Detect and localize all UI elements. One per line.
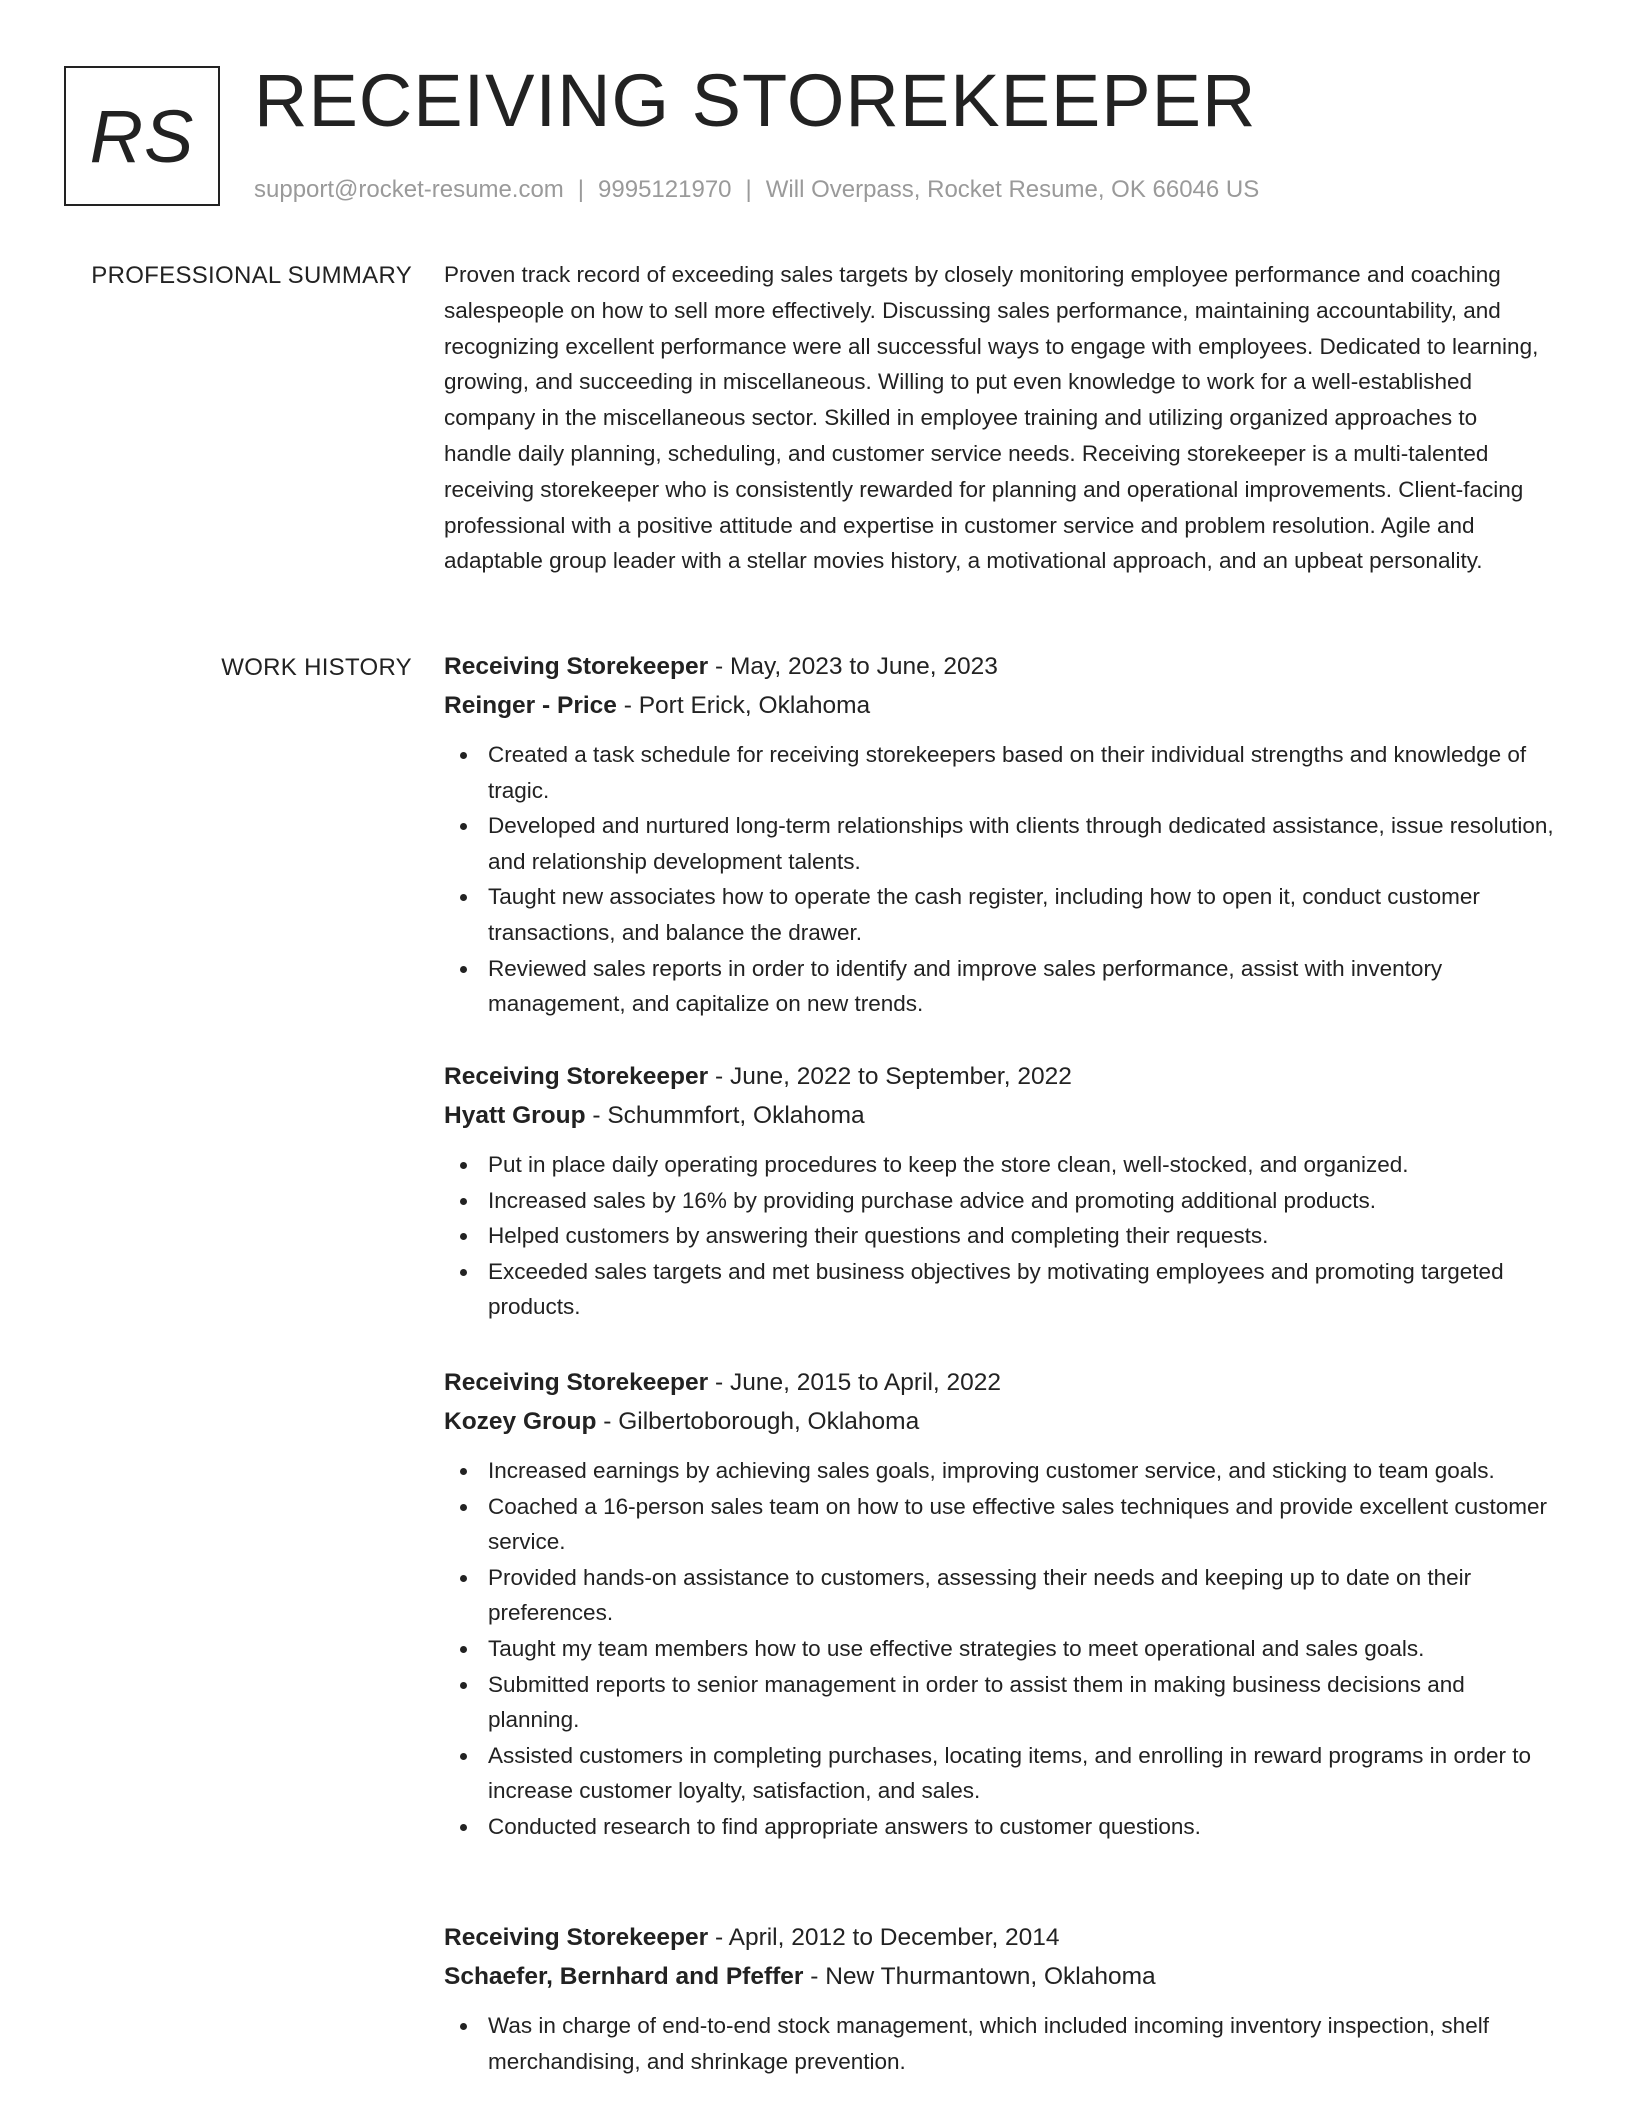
job-company: Schaefer, Bernhard and Pfeffer	[444, 1963, 804, 1990]
section-label-work-history: WORK HISTORY	[221, 654, 412, 681]
contact-phone[interactable]: 9995121970	[598, 176, 732, 203]
job-entry	[444, 1057, 1554, 1325]
job-company: Kozey Group	[444, 1408, 597, 1435]
job-bullet: Created a task schedule for receiving storekeepers based on their individual strengths and knowledge of tragic.	[444, 737, 1554, 808]
job-bullet: Reviewed sales reports in order to identify and improve sales performance, assist with inventory management, and capitalize on new trends.	[444, 951, 1554, 1022]
job-title: Receiving Storekeeper	[444, 1924, 709, 1951]
contact-email[interactable]: support@rocket-resume.com	[254, 176, 564, 203]
job-bullet: Increased sales by 16% by providing purchase advice and promoting additional products.	[444, 1183, 1554, 1219]
job-title-line	[444, 1363, 1554, 1402]
contact-separator: |	[745, 176, 752, 203]
job-bullet: Submitted reports to senior management in order to assist them in making business decisions and planning.	[444, 1667, 1554, 1738]
job-bullet: Helped customers by answering their questions and completing their requests.	[444, 1218, 1554, 1254]
job-bullet: Exceeded sales targets and met business objectives by motivating employees and promoting targeted products.	[444, 1254, 1554, 1325]
job-bullets	[444, 2008, 1554, 2079]
job-title-line	[444, 1918, 1554, 1957]
job-entry	[444, 1918, 1554, 2079]
job-company-line	[444, 686, 1554, 725]
job-bullet: Was in charge of end-to-end stock management, which included incoming inventory inspection, shelf merchandising, and shrinkage prevention.	[444, 2008, 1554, 2079]
job-bullet: Put in place daily operating procedures to keep the store clean, well-stocked, and organized.	[444, 1147, 1554, 1183]
job-location: - New Thurmantown, Oklahoma	[803, 1963, 1156, 1990]
monogram-initials: RS	[89, 94, 195, 178]
job-bullet: Assisted customers in completing purchases, locating items, and enrolling in reward programs in order to increase customer loyalty, satisfaction, and sales.	[444, 1738, 1554, 1809]
job-location: - Schummfort, Oklahoma	[585, 1102, 865, 1129]
job-title-line	[444, 1057, 1554, 1096]
candidate-name: RECEIVING STOREKEEPER	[254, 59, 1257, 142]
job-company: Hyatt Group	[444, 1102, 586, 1129]
job-title: Receiving Storekeeper	[444, 1063, 709, 1090]
contact-address: Will Overpass, Rocket Resume, OK 66046 US	[765, 176, 1260, 203]
job-company: Reinger - Price	[444, 692, 617, 719]
job-dates: - April, 2012 to December, 2014	[708, 1924, 1060, 1951]
job-dates: - May, 2023 to June, 2023	[708, 653, 998, 680]
summary-text: Proven track record of exceeding sales targets by closely monitoring employee performance and coaching salespeople on how to sell more effectively. Discussing sales performance, maintaining accountability, and recognizing excellent performance were all successful ways to engage with employees. Dedicated to learning, growing, and succeeding in miscellaneous. Willing to put even knowledge to work for a well-established company in the miscellaneous sector. Skilled in employee training and utilizing organized approaches to handle daily planning, scheduling, and customer service needs. Receiving storekeeper is a multi-talented receiving storekeeper who is consistently rewarded for planning and operational improvements. Client-facing professional with a positive attitude and expertise in customer service and problem resolution. Agile and adaptable group leader with a stellar movies history, a motivational approach, and an upbeat personality.	[444, 262, 1539, 574]
job-bullet: Taught new associates how to operate the cash register, including how to open it, conduct customer transactions, and balance the drawer.	[444, 879, 1554, 950]
monogram-badge	[64, 66, 220, 206]
contact-line	[254, 172, 1259, 208]
job-bullets	[444, 1453, 1554, 1845]
job-bullet: Provided hands-on assistance to customers, assessing their needs and keeping up to date on their preferences.	[444, 1560, 1554, 1631]
job-location: - Gilbertoborough, Oklahoma	[596, 1408, 920, 1435]
job-entry	[444, 1363, 1554, 1845]
job-dates: - June, 2015 to April, 2022	[708, 1369, 1002, 1396]
job-dates: - June, 2022 to September, 2022	[708, 1063, 1072, 1090]
job-bullet: Increased earnings by achieving sales goals, improving customer service, and sticking to team goals.	[444, 1453, 1554, 1489]
job-bullets	[444, 1147, 1554, 1325]
job-title: Receiving Storekeeper	[444, 653, 709, 680]
job-company-line	[444, 1096, 1554, 1135]
job-title-line	[444, 647, 1554, 686]
job-bullets	[444, 737, 1554, 1022]
job-bullet: Coached a 16-person sales team on how to use effective sales techniques and provide excellent customer service.	[444, 1489, 1554, 1560]
job-bullet: Developed and nurtured long-term relationships with clients through dedicated assistance, issue resolution, and relationship development talents.	[444, 808, 1554, 879]
job-bullet: Taught my team members how to use effective strategies to meet operational and sales goals.	[444, 1631, 1554, 1667]
job-bullet: Conducted research to find appropriate answers to customer questions.	[444, 1809, 1554, 1845]
job-entry	[444, 647, 1554, 1022]
section-label-summary: PROFESSIONAL SUMMARY	[91, 262, 412, 289]
job-title: Receiving Storekeeper	[444, 1369, 709, 1396]
job-company-line	[444, 1957, 1554, 1996]
job-location: - Port Erick, Oklahoma	[616, 692, 871, 719]
job-company-line	[444, 1402, 1554, 1441]
contact-separator: |	[577, 176, 585, 203]
